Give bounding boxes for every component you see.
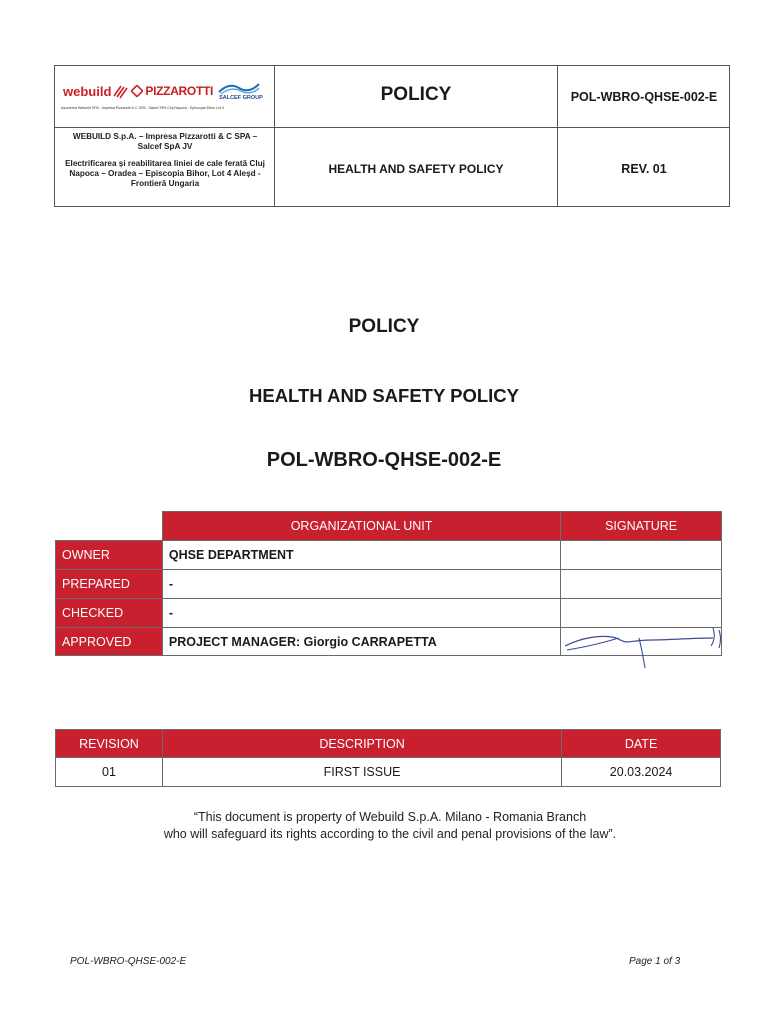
approval-header-row (56, 512, 722, 541)
page-title: HEALTH AND SAFETY POLICY (249, 385, 519, 406)
table-row (56, 541, 722, 570)
notice-line-2: who will safeguard its rights according to the civil and penal provisions of the law”. (163, 827, 617, 841)
salcef-label: SALCEF GROUP (219, 95, 263, 101)
revision-description: FIRST ISSUE (162, 758, 561, 787)
company-logos (55, 66, 274, 128)
unit-owner: QHSE DEPARTMENT (162, 541, 560, 570)
logo-tagline: Asocierea Webuild SPA - Impresa Pizzarotti & C SPA - Salcef SPA Cluj Napoca - Episcopia Bihor Lot 4 (61, 106, 224, 110)
role-checked: CHECKED (56, 599, 163, 628)
footer-page-number: Page 1 of 3 (629, 956, 681, 967)
signature-prepared (561, 570, 722, 599)
col-organizational-unit: ORGANIZATIONAL UNIT (162, 512, 560, 541)
notice-line-1: “This document is property of Webuild S.p.A. Milano - Romania Branch (193, 810, 587, 824)
jv-name: WEBUILD S.p.A. – Impresa Pizzarotti & C SPA – Salcef SpA JV (72, 132, 258, 151)
unit-prepared: - (162, 570, 560, 599)
revision-table (55, 729, 721, 787)
signature-owner (561, 541, 722, 570)
table-row (56, 570, 722, 599)
header-revision: REV. 01 (621, 162, 667, 176)
role-prepared: PREPARED (56, 570, 163, 599)
handwritten-signature-icon (561, 616, 731, 672)
webuild-mark-icon (112, 83, 128, 99)
unit-approved: PROJECT MANAGER: Giorgio CARRAPETTA (162, 628, 560, 656)
role-approved: APPROVED (56, 628, 163, 656)
document-header (54, 65, 730, 207)
salcef-wave-icon (217, 80, 261, 95)
ownership-notice (0, 809, 768, 843)
pizzarotti-logo: PIZZAROTTI (145, 84, 214, 98)
signature-approved (561, 628, 722, 656)
header-doc-code: POL-WBRO-QHSE-002-E (570, 90, 718, 104)
col-date: DATE (562, 730, 721, 758)
col-revision: REVISION (56, 730, 163, 758)
salcef-logo (217, 80, 261, 102)
revision-number: 01 (56, 758, 163, 787)
jv-info (59, 132, 271, 189)
footer-doc-code: POL-WBRO-QHSE-002-E (70, 956, 187, 967)
page-doc-code: POL-WBRO-QHSE-002-E (266, 449, 502, 471)
header-doc-title: HEALTH AND SAFETY POLICY (328, 162, 504, 176)
page-doc-type: POLICY (348, 316, 420, 337)
table-row (56, 628, 722, 656)
revision-date: 20.03.2024 (562, 758, 721, 787)
header-doc-type: POLICY (380, 84, 452, 105)
revision-header-row (56, 730, 721, 758)
pizzarotti-mark-icon (131, 85, 143, 97)
unit-checked: - (162, 599, 560, 628)
table-row (56, 758, 721, 787)
role-owner: OWNER (56, 541, 163, 570)
webuild-logo: webuild (63, 83, 112, 99)
col-description: DESCRIPTION (162, 730, 561, 758)
approval-table (55, 511, 722, 656)
col-signature: SIGNATURE (561, 512, 722, 541)
project-name: Electrificarea și reabilitarea liniei de cale ferată Cluj Napoca – Oradea – Episcopia Bihor, Lot 4 Aleșd - Frontieră Ungaria (65, 159, 265, 188)
